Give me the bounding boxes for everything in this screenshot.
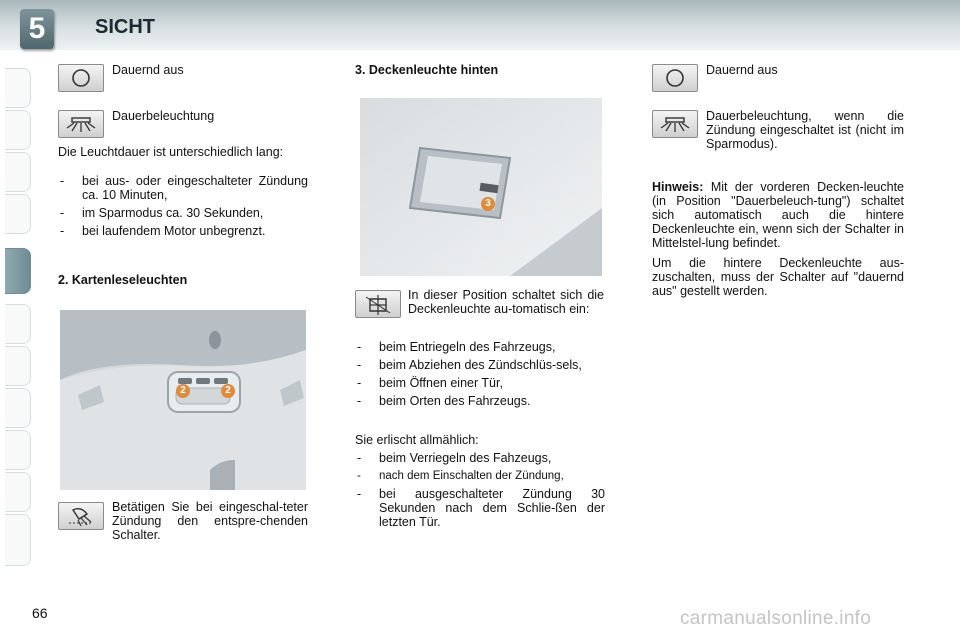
chapter-number: 5: [20, 9, 54, 49]
fade-list: [355, 451, 605, 533]
section-heading-map-lights: 2. Kartenleseleuchten: [58, 273, 188, 287]
chapter-tab[interactable]: [5, 472, 31, 512]
section-heading-rear-light: 3. Deckenleuchte hinten: [355, 63, 499, 77]
rear-light-marker: 3: [481, 197, 495, 211]
duration-text: Die Leuchtdauer ist unterschiedlich lang:: [58, 145, 284, 159]
chapter-tab[interactable]: [5, 110, 31, 150]
door-lamp-icon: [355, 290, 401, 318]
off-label: Dauernd aus: [112, 63, 184, 77]
list-item: - beim Verriegeln des Fahzeugs,: [355, 451, 605, 465]
rear-light-photo: [360, 98, 602, 276]
chapter-header: [0, 0, 960, 50]
page-number: 66: [32, 605, 48, 621]
chapter-tab-active[interactable]: [5, 248, 31, 294]
fade-text: Sie erlischt allmählich:: [355, 433, 479, 447]
chapter-title: SICHT: [95, 16, 155, 38]
map-light-marker: 2: [176, 384, 190, 398]
press-switch-text: Betätigen Sie bei eingeschal-teter Zündung den entspre-chenden Schalter.: [112, 500, 308, 542]
note-paragraph: [652, 180, 904, 250]
auto-on-list: [355, 340, 605, 412]
list-item: - bei laufendem Motor unbegrenzt.: [58, 224, 308, 238]
chapter-tab[interactable]: [5, 388, 31, 428]
duration-list: [58, 174, 308, 242]
chapter-tab[interactable]: [5, 514, 31, 566]
chapter-tab[interactable]: [5, 346, 31, 386]
chapter-tabs: [0, 60, 33, 580]
chapter-tab[interactable]: [5, 152, 31, 192]
on-label: Dauerbeleuchtung: [112, 109, 215, 123]
note-paragraph-2: Um die hintere Deckenleuchte aus-zuschalten, muss der Schalter auf "dauernd aus" gestellt werden.: [652, 256, 904, 298]
map-light-icon: [58, 502, 104, 530]
list-item: - nach dem Einschalten der Zündung,: [355, 469, 605, 483]
on-ignition-label: Dauerbeleuchtung, wenn die Zündung eingeschaltet ist (nicht im Sparmodus).: [706, 109, 904, 151]
chapter-tab[interactable]: [5, 68, 31, 108]
list-item: - im Sparmodus ca. 30 Sekunden,: [58, 206, 308, 220]
chapter-tab[interactable]: [5, 430, 31, 470]
list-item: - bei ausgeschalteter Zündung 30 Sekunden nach dem Schlie-ßen der letzten Tür.: [355, 487, 605, 529]
note-label: Hinweis:: [652, 180, 704, 194]
off-switch-icon: [58, 64, 104, 92]
list-item: - beim Abziehen des Zündschlüs-sels,: [355, 358, 605, 372]
ceiling-light-icon: [58, 110, 104, 138]
watermark: carmanualsonline.info: [680, 608, 872, 629]
off-switch-icon: [652, 64, 698, 92]
ceiling-light-icon: [652, 110, 698, 138]
auto-on-text: In dieser Position schaltet sich die Deckenleuchte au-tomatisch ein:: [408, 288, 604, 316]
chapter-tab[interactable]: [5, 304, 31, 344]
note-text: Mit der vorderen Decken-leuchte (in Position "Dauerbeleuch-tung") schaltet sich automatisch auch die hintere Deckenleuchte ein, wenn sich der Schalter in Mittelstel-lung befindet.: [652, 180, 904, 250]
map-light-photo: [60, 310, 306, 490]
list-item: - beim Orten des Fahrzeugs.: [355, 394, 605, 408]
map-light-marker: 2: [221, 384, 235, 398]
list-item: - bei aus- oder eingeschalteter Zündung ca. 10 Minuten,: [58, 174, 308, 202]
list-item: - beim Entriegeln des Fahrzeugs,: [355, 340, 605, 354]
off-label: Dauernd aus: [706, 63, 778, 77]
chapter-tab[interactable]: [5, 194, 31, 234]
list-item: - beim Öffnen einer Tür,: [355, 376, 605, 390]
